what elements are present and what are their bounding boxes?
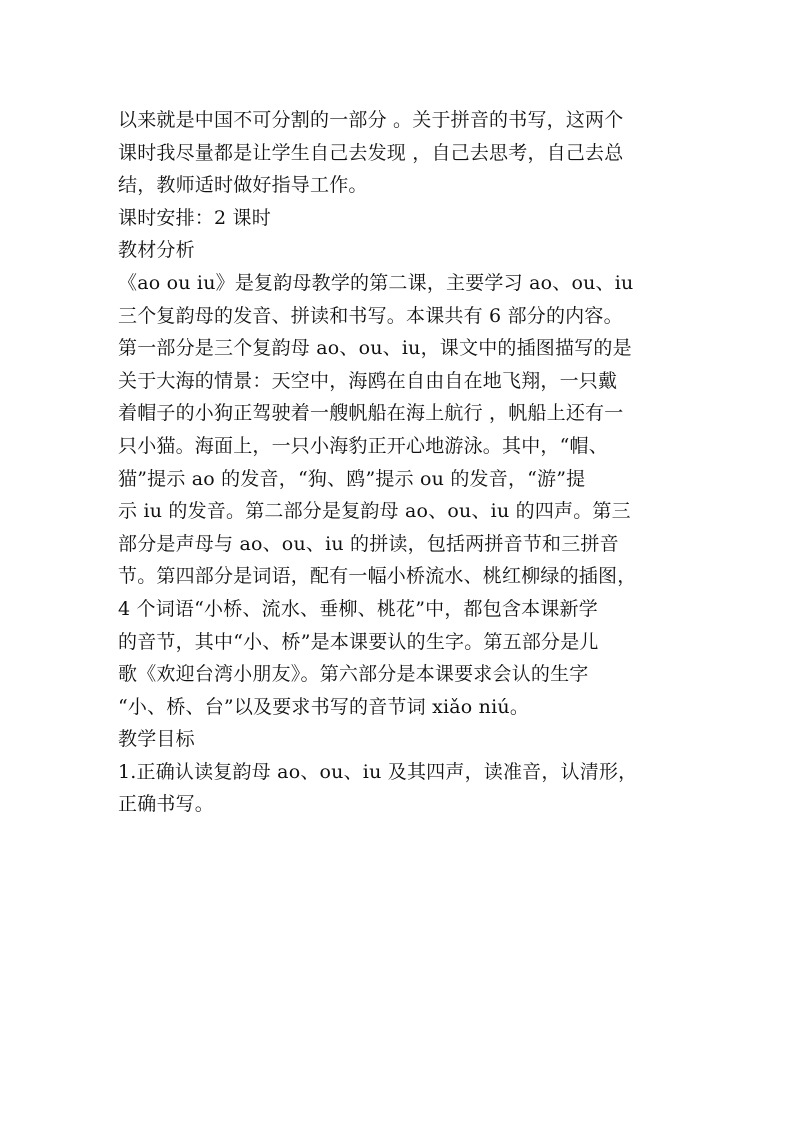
text-line: 着帽子的小狗正驾驶着一艘帆船在海上航行 ，帆船上还有一 (118, 402, 624, 425)
section-schedule: 课时安排：2 课时 (118, 206, 271, 229)
text-line: 歌《欢迎台湾小朋友》。第六部分是本课要求会认的生字 (118, 663, 589, 686)
text-line: 三个复韵母的发音、拼读和书写。本课共有 6 部分的内容。 (118, 304, 623, 327)
document-body (118, 104, 690, 821)
text-line: 《ao ou iu》是复韵母教学的第二课，主要学习 ao、ou、iu (118, 271, 634, 294)
text-line: 关于大海的情景：天空中，海鸥在自由自在地飞翔，一只戴 (118, 369, 618, 392)
text-line: 部分是声母与 ao、ou、iu 的拼读，包括两拼音节和三拼音 (118, 532, 619, 555)
text-line: 4 个词语“小桥、流水、垂柳、桃花”中，都包含本课新学 (118, 597, 598, 620)
text-line: “小、桥、台”以及要求书写的音节词 xiǎo niú。 (118, 695, 530, 718)
section-heading-analysis: 教材分析 (118, 239, 195, 262)
text-line: 猫”提示 ao 的发音，“狗、鸥”提示 ou 的发音，“游”提 (118, 467, 586, 490)
section-heading-objectives: 教学目标 (118, 728, 195, 751)
text-line: 正确书写。 (118, 793, 215, 816)
text-line: 示 iu 的发音。第二部分是复韵母 ao、ou、iu 的四声。第三 (118, 500, 631, 523)
text-line: 1.正确认读复韵母 ao、ou、iu 及其四声，读准音，认清形， (118, 760, 638, 783)
text-line: 的音节，其中“小、桥”是本课要认的生字。第五部分是儿 (118, 630, 599, 653)
text-line: 课时我尽量都是让学生自己去发现 ，自己去思考，自己去总 (118, 141, 624, 164)
text-line: 只小猫。海面上，一只小海豹正开心地游泳。其中，“帽、 (118, 434, 608, 457)
text-line: 以来就是中国不可分割的一部分 。关于拼音的书写，这两个 (118, 109, 624, 131)
text-line: 结，教师适时做好指导工作。 (118, 174, 368, 197)
text-line: 第一部分是三个复韵母 ao、ou、iu，课文中的插图描写的是 (118, 337, 632, 360)
text-line: 节。第四部分是词语，配有一幅小桥流水、桃红柳绿的插图， (118, 565, 637, 588)
